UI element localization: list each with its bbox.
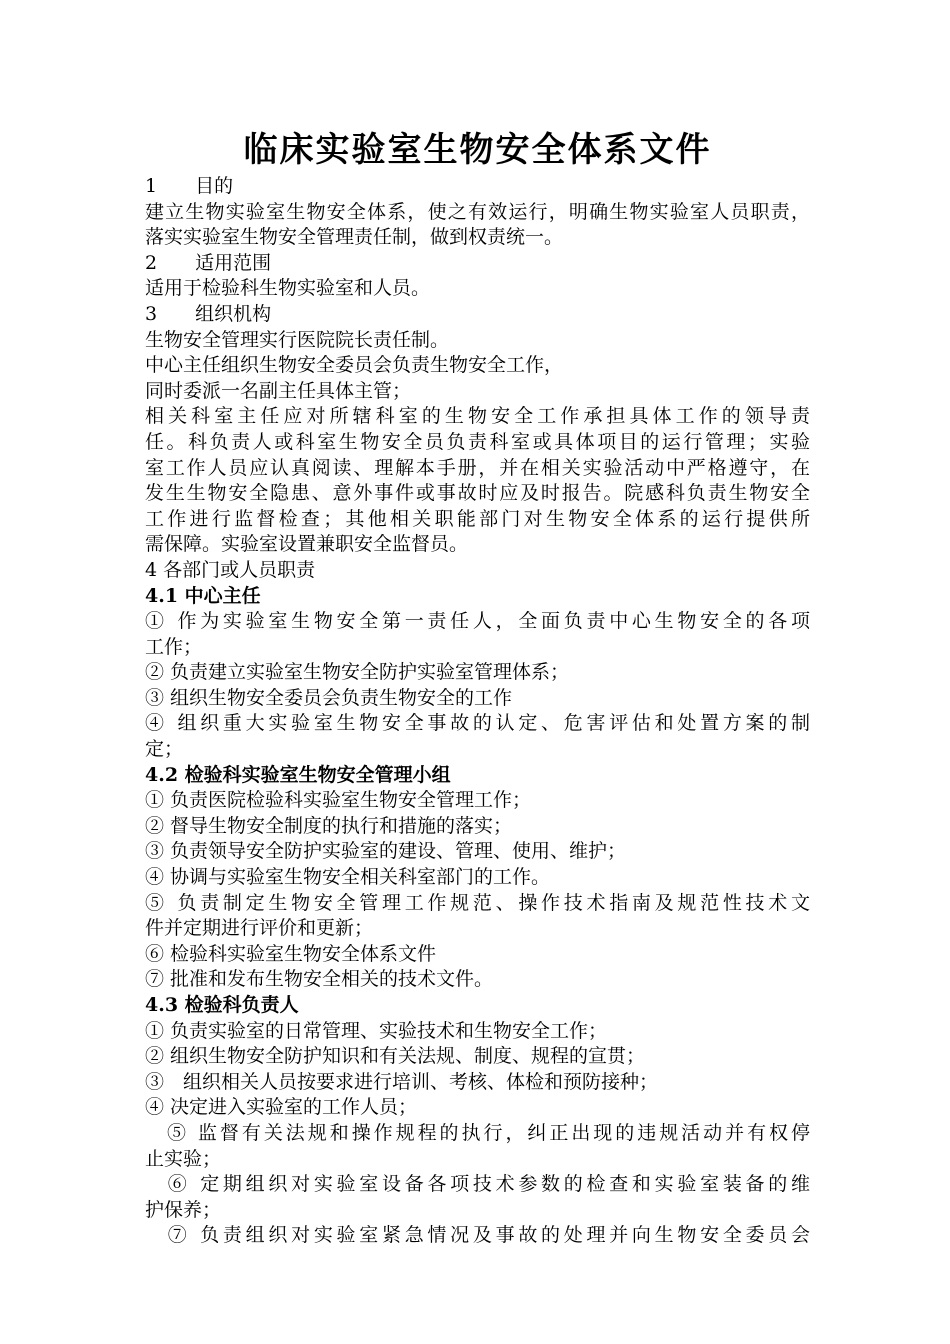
text-line: ⑥ 定期组织对实验室设备各项技术参数的检查和实验室装备的维 — [145, 1173, 810, 1196]
text-line: 任。科负责人或科室生物安全员负责科室或具体项目的运行管理；实验 — [145, 430, 810, 453]
section-heading: 4.1 中心主任 — [145, 584, 261, 607]
text-line: 需保障。实验室设置兼职安全监督员。 — [145, 533, 469, 556]
text-line: 4 各部门或人员职责 — [145, 558, 316, 581]
text-line: 工作进行监督检查；其他相关职能部门对生物安全体系的运行提供所 — [145, 507, 810, 530]
text-line: ④ 决定进入实验室的工作人员； — [145, 1096, 418, 1119]
text-line: 护保养； — [145, 1198, 222, 1221]
text-line: ⑤ 负责制定生物安全管理工作规范、操作技术指南及规范性技术文 — [145, 891, 810, 914]
text-line: 适用于检验科生物实验室和人员。 — [145, 277, 431, 300]
text-line: 止实验； — [145, 1147, 222, 1170]
text-line: 1 目的 — [145, 175, 234, 197]
text-line: 2 适用范围 — [145, 251, 272, 274]
text-line: 定； — [145, 738, 184, 761]
text-line: ② 组织生物安全防护知识和有关法规、制度、规程的宣贯； — [145, 1045, 646, 1068]
text-line: ④ 组织重大实验室生物安全事故的认定、危害评估和处置方案的制 — [145, 712, 810, 735]
section-heading: 4.2 检验科实验室生物安全管理小组 — [145, 763, 451, 786]
document-body — [145, 174, 810, 1249]
document-title: 临床实验室生物安全体系文件 — [243, 130, 712, 170]
text-line: ① 负责医院检验科实验室生物安全管理工作； — [145, 789, 532, 812]
text-line: 3 组织机构 — [145, 302, 272, 325]
section-heading: 4.3 检验科负责人 — [145, 994, 299, 1016]
text-line: 相关科室主任应对所辖科室的生物安全工作承担具体工作的领导责 — [145, 405, 810, 428]
text-line: ③ 组织生物安全委员会负责生物安全的工作 — [145, 686, 513, 709]
text-line: 落实实验室生物安全管理责任制，做到权责统一。 — [145, 226, 564, 249]
text-line: ② 负责建立实验室生物安全防护实验室管理体系； — [145, 661, 570, 684]
text-line: ① 作为实验室生物安全第一责任人，全面负责中心生物安全的各项 — [145, 610, 810, 633]
text-line: 室工作人员应认真阅读、理解本手册，并在相关实验活动中严格遵守，在 — [145, 456, 810, 479]
text-line: ② 督导生物安全制度的执行和措施的落实； — [145, 814, 513, 837]
text-line: 件并定期进行评价和更新； — [145, 917, 374, 940]
text-line: ⑦ 负责组织对实验室紧急情况及事故的处理并向生物安全委员会 — [145, 1224, 810, 1247]
text-line: 工作； — [145, 635, 203, 658]
text-line: ⑥ 检验科实验室生物安全体系文件 — [145, 942, 437, 965]
text-line: 中心主任组织生物安全委员会负责生物安全工作， — [145, 354, 564, 377]
text-line: 发生生物安全隐患、意外事件或事故时应及时报告。院感科负责生物安全 — [145, 482, 810, 505]
text-line: ③ 负责领导安全防护实验室的建设、管理、使用、维护； — [145, 840, 627, 863]
text-line: ③ 组织相关人员按要求进行培训、考核、体检和预防接种； — [145, 1070, 659, 1093]
text-line: 生物安全管理实行医院院长责任制。 — [145, 328, 450, 351]
text-line: 同时委派一名副主任具体主管； — [145, 379, 412, 402]
text-line: ⑤ 监督有关法规和操作规程的执行，纠正出现的违规活动并有权停 — [145, 1121, 810, 1144]
text-line: ① 负责实验室的日常管理、实验技术和生物安全工作； — [145, 1019, 608, 1042]
text-line: ④ 协调与实验室生物安全相关科室部门的工作。 — [145, 866, 551, 889]
text-line: 建立生物实验室生物安全体系，使之有效运行，明确生物实验室人员职责， — [145, 200, 810, 223]
text-line: ⑦ 批准和发布生物安全相关的技术文件。 — [145, 968, 494, 991]
